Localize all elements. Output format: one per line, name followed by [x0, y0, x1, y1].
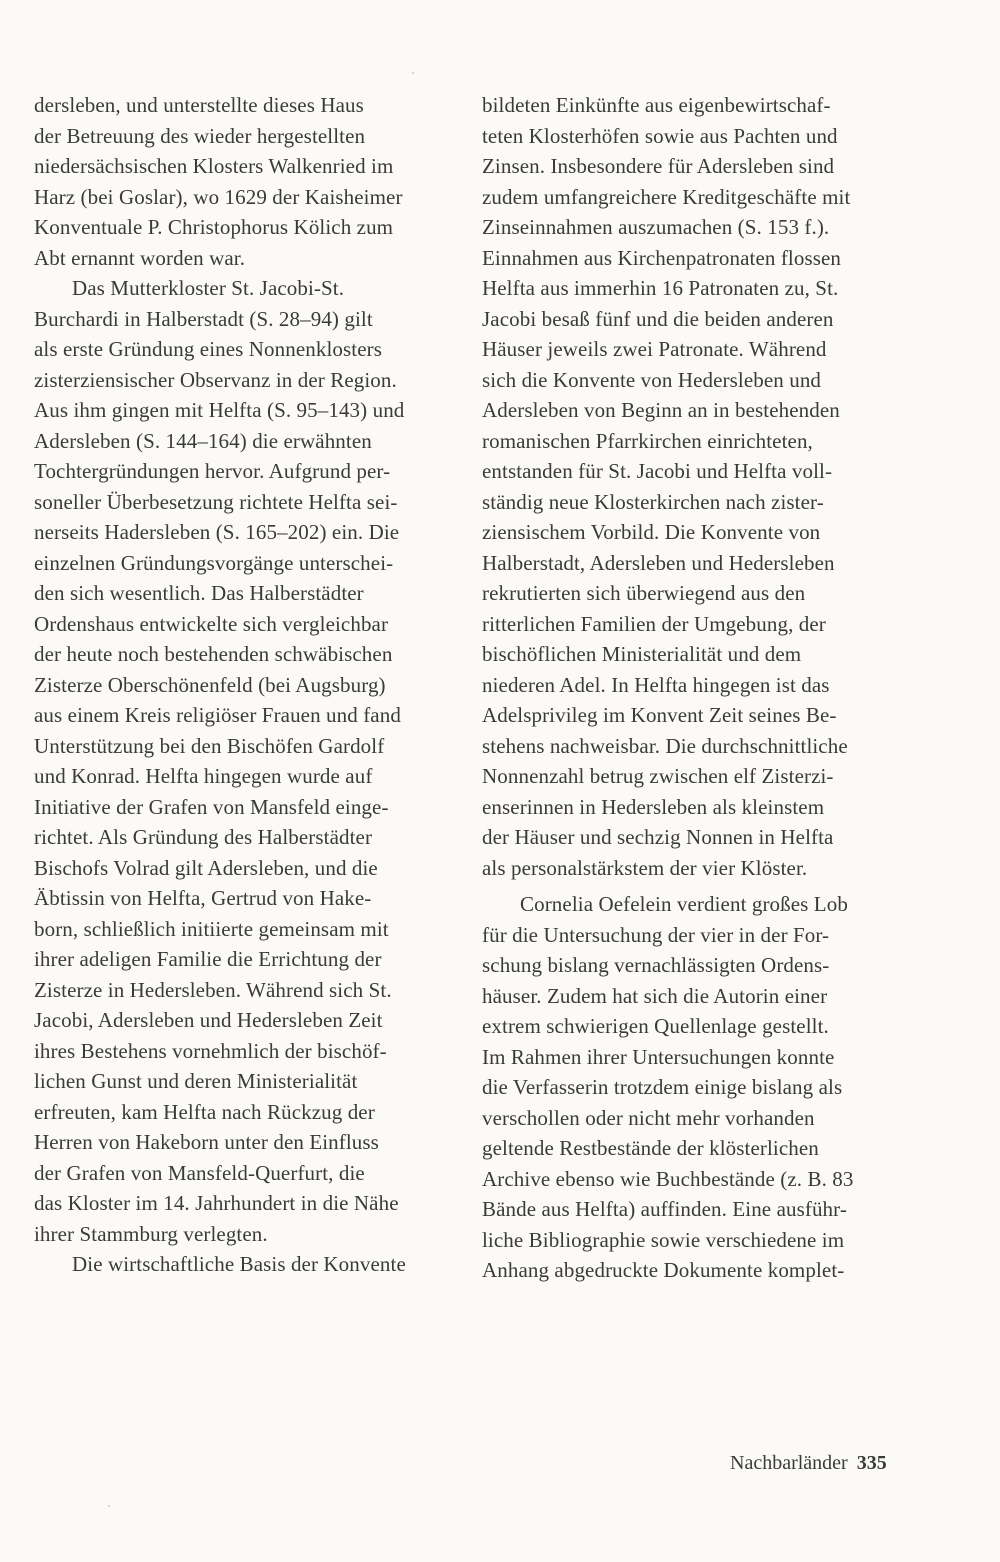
text-line: die Verfasserin trotzdem einige bislang als [482, 1075, 843, 1099]
text-line: ritterlichen Familien der Umgebung, der [482, 611, 826, 636]
text-line: richtet. Als Gründung des Halberstädter [34, 825, 373, 849]
text-line: liche Bibliographie sowie verschiedene im [482, 1227, 845, 1252]
text-line: teten Klosterhöfen sowie aus Pachten und [482, 123, 838, 148]
text-line: Tochtergründungen hervor. Aufgrund per- [34, 459, 391, 483]
text-line: den sich wesentlich. Das Halberstädter [34, 581, 364, 605]
text-line: born, schließlich initiierte gemeinsam mit [34, 916, 389, 941]
text-line: Anhang abgedruckte Dokumente komplet- [482, 1258, 845, 1282]
text-line: Burchardi in Halberstadt (S. 28–94) gilt [34, 306, 373, 331]
text-line: romanischen Pfarrkirchen einrichteten, [482, 428, 813, 453]
text-line: erfreuten, kam Helfta nach Rückzug der [34, 1099, 375, 1124]
text-line: für die Untersuchung der vier in der For- [482, 922, 830, 947]
text-line: Archive ebenso wie Buchbestände (z. B. 83 [482, 1166, 854, 1191]
text-line: zudem umfangreichere Kreditgeschäfte mit [482, 184, 851, 209]
text-line: Äbtissin von Helfta, Gertrud von Hake- [34, 886, 372, 910]
text-line: ihrer adeligen Familie die Errichtung der [34, 947, 382, 971]
text-line: Zisterze Oberschönenfeld (bei Augsburg) [34, 672, 386, 697]
text-line: Cornelia Oefelein verdient großes Lob [520, 892, 848, 916]
text-line: lichen Gunst und deren Ministerialität [34, 1069, 358, 1093]
text-line: der Betreuung des wieder hergestellten [34, 123, 366, 148]
running-head-section: Nachbarländer [730, 1452, 848, 1474]
text-line: bischöflichen Ministerialität und dem [482, 642, 802, 666]
text-line: Zisterze in Hedersleben. Während sich St. [34, 977, 392, 1002]
text-line: der Häuser und sechzig Nonnen in Helfta [482, 825, 834, 849]
text-line: der heute noch bestehenden schwäbischen [34, 642, 393, 666]
text-line: Abt ernannt worden war. [34, 245, 246, 270]
text-line: ziensischem Vorbild. Die Konvente von [482, 520, 821, 544]
text-line: Adelsprivileg im Konvent Zeit seines Be- [482, 703, 837, 727]
page-number: 335 [856, 1452, 887, 1474]
text-line: ihres Bestehens vornehmlich der bischöf- [34, 1038, 387, 1063]
scan-speck [108, 1505, 110, 1507]
text-line: das Kloster im 14. Jahrhundert in die Nähe [34, 1191, 399, 1215]
text-line: schung bislang vernachlässigten Ordens- [482, 953, 830, 977]
text-line: Adersleben von Beginn an in bestehenden [482, 398, 840, 422]
text-line: einzelnen Gründungsvorgänge unterschei- [34, 550, 394, 575]
text-line: stehens nachweisbar. Die durchschnittliche [482, 733, 848, 758]
text-line: Unterstützung bei den Bischöfen Gardolf [34, 733, 385, 758]
text-line: sich die Konvente von Hedersleben und [482, 367, 822, 392]
text-line: zisterziensischer Observanz in der Region. [34, 367, 397, 392]
text-line: bildeten Einkünfte aus eigenbewirtschaf- [482, 93, 831, 117]
text-line: Nonnenzahl betrug zwischen elf Zisterzi- [482, 764, 834, 788]
text-line: als erste Gründung eines Nonnenklosters [34, 337, 382, 361]
text-line: Helfta aus immerhin 16 Patronaten zu, St. [482, 276, 839, 300]
text-line: Halberstadt, Adersleben und Hedersleben [482, 550, 835, 575]
text-line: Häuser jeweils zwei Patronate. Während [482, 337, 827, 361]
text-line: entstanden für St. Jacobi und Helfta voll- [482, 459, 833, 483]
text-line: soneller Überbesetzung richtete Helfta sei- [34, 489, 398, 514]
text-line: ihrer Stammburg verlegten. [34, 1221, 268, 1246]
text-line: Im Rahmen ihrer Untersuchungen konnte [482, 1044, 835, 1069]
right-text-column [482, 90, 922, 1286]
text-line: nerseits Hadersleben (S. 165–202) ein. Die [34, 520, 400, 544]
text-line: Bände aus Helfta) auffinden. Eine ausführ- [482, 1197, 847, 1221]
text-line: niederen Adel. In Helfta hingegen ist das [482, 672, 830, 697]
text-line: rekrutierten sich überwiegend aus den [482, 581, 806, 605]
text-line: Die wirtschaftliche Basis der Konvente [72, 1252, 406, 1276]
text-line: Harz (bei Goslar), wo 1629 der Kaisheimer [34, 184, 403, 209]
left-text-column [34, 90, 454, 1280]
text-line: Ordenshaus entwickelte sich vergleichbar [34, 611, 389, 636]
text-line: Bischofs Volrad gilt Adersleben, und die [34, 855, 378, 880]
text-line: und Konrad. Helfta hingegen wurde auf [34, 764, 373, 788]
text-line: als personalstärkstem der vier Klöster. [482, 855, 808, 880]
text-line: extrem schwierigen Quellenlage gestellt. [482, 1014, 829, 1038]
text-line: Das Mutterkloster St. Jacobi-St. [72, 276, 345, 300]
page-footer [730, 1452, 887, 1475]
text-line: Zinsen. Insbesondere für Adersleben sind [482, 154, 835, 178]
text-line: Konventuale P. Christophorus Kölich zum [34, 215, 394, 239]
text-line: Initiative der Grafen von Mansfeld einge- [34, 794, 389, 819]
text-line: verschollen oder nicht mehr vorhanden [482, 1105, 815, 1130]
text-line: niedersächsischen Klosters Walkenried im [34, 154, 394, 178]
text-line: enserinnen in Hedersleben als kleinstem [482, 794, 825, 819]
text-line: dersleben, und unterstellte dieses Haus [34, 93, 364, 117]
text-line: Aus ihm gingen mit Helfta (S. 95–143) und [34, 398, 405, 422]
text-line: Einnahmen aus Kirchenpatronaten flossen [482, 245, 842, 270]
text-line: Zinseinnahmen auszumachen (S. 153 f.). [482, 215, 830, 239]
text-line: aus einem Kreis religiöser Frauen und fand [34, 703, 401, 727]
text-line: Jacobi, Adersleben und Hedersleben Zeit [34, 1008, 383, 1032]
text-line: der Grafen von Mansfeld-Querfurt, die [34, 1160, 365, 1185]
text-line: Jacobi besaß fünf und die beiden anderen [482, 306, 834, 331]
text-line: ständig neue Klosterkirchen nach zister- [482, 489, 824, 514]
scan-speck [412, 72, 414, 74]
text-line: häuser. Zudem hat sich die Autorin einer [482, 983, 828, 1008]
text-line: geltende Restbestände der klösterlichen [482, 1136, 819, 1160]
text-line: Adersleben (S. 144–164) die erwähnten [34, 428, 372, 453]
text-line: Herren von Hakeborn unter den Einfluss [34, 1130, 379, 1154]
